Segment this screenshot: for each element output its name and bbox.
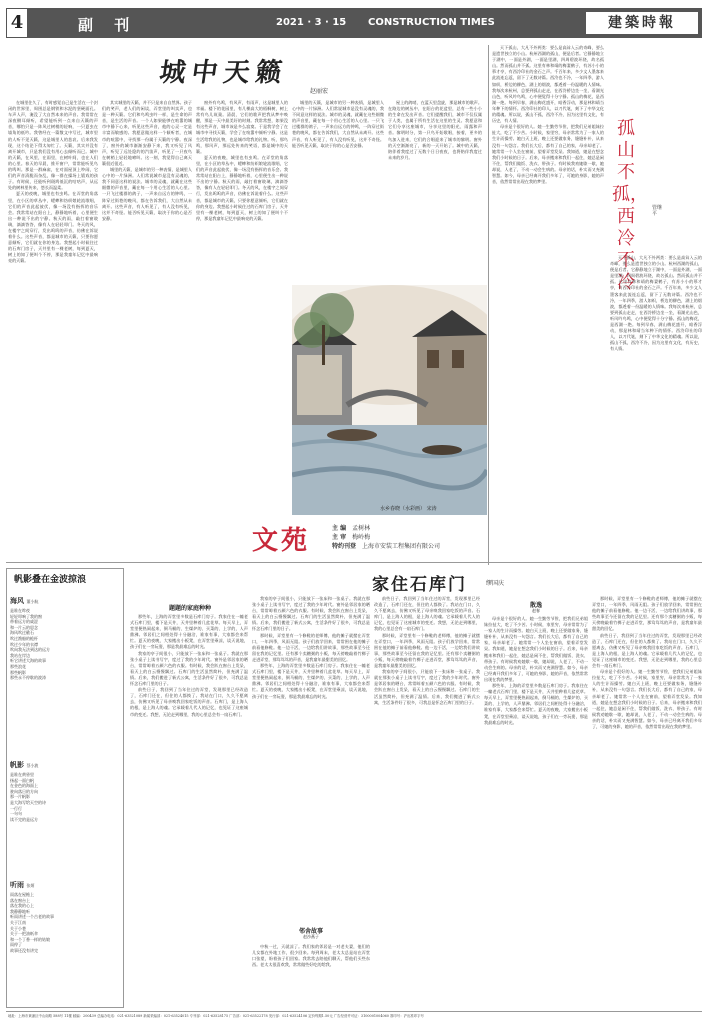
author-fangshi: 赵沙燕子 (303, 934, 319, 939)
article-body-gushan: 天下孤山，大凡不外两类：要么是高耸入云的奇峰，要么是遗世独立的小山。杭州西湖的孤山，便是后者。它静静地立于湖中，一面是外湖，一面是里湖，四周碧波环绕，故名孤山。然而孤山并不孤。这里有林和靖的梅妻鹤子，有苏小小的慕才亭，有西泠印社的金石之声。千百年来，多少文人墨客来此流连忘返，留下了无数诗篇。西泠也不冷，一年四季，游人如织，桥边的柳色，湖上的烟波，都透着一份温暖的人情味。我每次来杭州，总要到孤山走走，在西泠桥边坐一坐，看湖光山色，听风吟鸟鸣，心中便觉得十分宁静。孤山的梅花，是西湖一绝。每到早春，满山梅花盛开，暗香浮动，那是林和靖当年种下的情怀。西泠印社的印人，以刀代笔，刻下了中华文化的精魂。所以说，孤山不孤，西泠不冷，因为这里有文化，有历史，有人情。 (610, 255, 702, 352)
article-body-shikumen-col1: 那些年，上海的弄堂里多数是石库门房子。我家住在一幢老式石库门里，楼下是天井，天井里种着几盆花草。每天早上，弄堂里便热闹起来，倒马桶的、生煤炉的、买菜的、上学的，人声鼎沸。邻居们之间相处得十分融洽，谁家有事，大家都会来帮忙。夏天的夜晚，大家搬出小板凳，在弄堂里乘凉，谈天说地，孩子们在一旁玩耍，那是我最难忘的时光。 我家的亭子间很小，只能放下一张床和一张桌子。我就在那张小桌子上读书写字，度过了我的少年时代。窗外是邻居家的晒台，常常晾着五颜六色的衣服。有时候，我会趴在窗台上发呆，看天上的白云慢慢飘过。石库门的生活虽然简朴，但充满了温情。后来，我们搬进了新式公寓，生活条件好了很多，可我总是怀念石库门里的日子。 前些日子，我回到了当年住过的弄堂，发现那里已经改造了，石库门还在，但住的人都换了。我站在门口，久久不愿离去，仿佛又听见了母亲唤我回家吃饭的声音。石库门，是上海人的根，是上海人的魂。它承载着几代人的记忆，也见证了这座城市的变迁。我想，无论走到哪里，我的心里总会有一扇石库门。 (130, 614, 248, 717)
article-body-right-col: 天下孤山，大凡不外两类：要么是高耸入云的奇峰，要么是遗世独立的小山。杭州西湖的孤山，便是后者。它静静地立于湖中，一面是外湖，一面是里湖，四周碧波环绕，故名孤山。然而孤山并不孤。这里有林和靖的梅妻鹤子，有苏小小的慕才亭，有西泠印社的金石之声。千百年来，多少文人墨客来此流连忘返，留下了无数诗篇。西泠也不冷，一年四季，游人如织，桥边的柳色，湖上的烟波，都透着一份温暖的人情味。我每次来杭州，总要到孤山走走，在西泠桥边坐一坐，看湖光山色，听风吟鸟鸣，心中便觉得十分宁静。孤山的梅花，是西湖一绝。每到早春，满山梅花盛开，暗香浮动，那是林和靖当年种下的情怀。西泠印社的印人，以刀代笔，刻下了中华文化的精魂。所以说，孤山不孤，西泠不冷，因为这里有文化，有历史，有人情。 母亲是个很好的人。她一生勤劳节俭，把我们兄弟姐妹拉扯大，吃了不少苦。小时候，家里穷，母亲常常为了一家人的生计而操劳。她白天上班，晚上还要做家务，缝缝补补，从来没有一句怨言。我们长大后，都有了自己的家，母亲却老了。她常常一个人坐在窗前，望着弄堂发呆。我知道，她是在想念我们小时候的日子。后来，母亲搬来和我们一起住，她总是闲不住，帮我们做饭、洗衣、带孩子。有时候我劝她歇一歇，她却说，人老了，不动一动会生病的。母亲的话，朴实而又充满智慧。如今，母亲已经离开我们多年了，可她的身影，她的声音，依然常常出现在我的梦里。 (492, 45, 604, 185)
subhead-sanyi: 散逸 (529, 602, 542, 609)
section-name: 副 刊 (78, 16, 138, 34)
wenyuan-label: 文苑 (252, 526, 311, 556)
article-body-shikumen-col2: 我家的亭子间很小，只能放下一张床和一张桌子。我就在那张小桌子上读书写字，度过了我的少年时代。窗外是邻居家的晒台，常常晾着五颜六色的衣服。有时候，我会趴在窗台上发呆，看天上的白云慢慢飘过。石库门的生活虽然简朴，但充满了温情。后来，我们搬进了新式公寓，生活条件好了很多，可我总是怀念石库门里的日子。 那时候，弄堂里有一个修鞋的老师傅，他的摊子就摆在弄堂口，一年四季，风雨无阻。孩子们放学回来，常常围在他的摊子前看他修鞋。他一边干活，一边给我们讲故事，那些故事至今还留在我的记忆里。还有那个卖糖粥的小贩，每天傍晚敲着竹梆子走进弄堂，那笃笃笃的声音，是我童年最甜美的回忆。 那些年，上海的弄堂里多数是石库门房子。我家住在一幢老式石库门里，楼下是天井，天井里种着几盆花草。每天早上，弄堂里便热闹起来，倒马桶的、生煤炉的、买菜的、上学的，人声鼎沸。邻居们之间相处得十分融洽，谁家有事，大家都会来帮忙。夏天的夜晚，大家搬出小板凳，在弄堂里乘凉，谈天说地，孩子们在一旁玩耍，那是我最难忘的时光。 (252, 596, 370, 699)
article-body-city-col3: 窗外有鸟鸣，有风声，有雨声，这是城里人的幸福。楼下的花园里，有几棵高大的梧桐树，树上常有鸟儿筑巢。清晨，它们的歌声把我从梦中唤醒，那是一天中最美好的时刻。我常常想，如果没有这些声音，城市该是多么寂寞。于是我学会了在城市中寻找天籁，学会了在喧嚣中倾听宁静。这是生活给我的礼物，也是城市给我的礼物。听，那鸟鸣，那风声，那远处传来的笑语，都是城中的天籁。 夏天的夜晚，城里也有虫鸣。在弄堂的角落里，在小区的草丛中，蟋蟀和纺织娘轮流歌唱，它们的声音此起彼伏，像一场没有指挥的音乐会。我常常站在阳台上，静静地听着，心里便生出一种说不出的宁静。秋天的雨，敲打着窗玻璃，滴滴答答，像有人在轻轻叩门。冬天的风，在楼宇之间穿行，发出呜呜的声音，仿佛在诉说着什么。这些声音，都是城市的天籁，只要你愿意倾听，它们就在你的身边。我想起小时候住过的石库门房子，天井里有一棵老树，每到夏天，树上的知了便叫个不停，那是我童年记忆中最响亮的天籁。 (196, 100, 288, 221)
subhead-fangshi: 邻舍故事 (298, 928, 323, 935)
poem-fanying: 帆影 蔡小波 是谁在黄昏里 扬起一面白帆 在金色的海面上 驶向落日的方向 那一片帆影 是大海写给天空的诗 一行行 一句句 读不完的是远方 (10, 760, 46, 822)
article-title-gushan: 孤山不孤，西冷不冷 (612, 118, 648, 293)
poetry-header: 帆影叠在金波掠浪 (14, 575, 87, 585)
poem-haifeng: 海风 董小航 是谁在昨夜 轻轻叩响了我的窗 带着远方的咸涩 和一片云的思念 海风吹过礁石 吹过渔船的桅杆 吹过少年的衣襟 吹向我无法到达的远方 我站在岸边 听它讲述大海的故事 那些浪花 那些帆影 那些永不停歇的波涛 (10, 596, 50, 681)
watercolor-painting (292, 285, 487, 515)
article-body-shikumen-col4: 母亲是个很好的人。她一生勤劳节俭，把我们兄弟姐妹拉扯大，吃了不少苦。小时候，家里穷，母亲常常为了一家人的生计而操劳。她白天上班，晚上还要做家务，缝缝补补，从来没有一句怨言。我们长大后，都有了自己的家，母亲却老了。她常常一个人坐在窗前，望着弄堂发呆。我知道，她是在想念我们小时候的日子。后来，母亲搬来和我们一起住，她总是闲不住，帮我们做饭、洗衣、带孩子。有时候我劝她歇一歇，她却说，人老了，不动一动会生病的。母亲的话，朴实而又充满智慧。如今，母亲已经离开我们多年了，可她的身影，她的声音，依然常常出现在我的梦里。 那些年，上海的弄堂里多数是石库门房子。我家住在一幢老式石库门里，楼下是天井，天井里种着几盆花草。每天早上，弄堂里便热闹起来，倒马桶的、生煤炉的、买菜的、上学的，人声鼎沸。邻居们之间相处得十分融洽，谁家有事，大家都会来帮忙。夏天的夜晚，大家搬出小板凳，在弄堂里乘凉，谈天说地，孩子们在一旁玩耍，那是我最难忘的时光。 (484, 616, 588, 725)
newspaper-logo: 建築時報 (586, 12, 698, 34)
article-body-city-col1: 在城里住久了，有时感觉自己是生活在一个封闭的世界里，周围总是钢铁和水泥的坚硬面孔。车声人声，淹没了大自然本来的声音。我常常在深夜侧耳倾听，希望能听到一点来自天籁的声音，哪怕只是一阵风过树梢的轻响，一只夏虫在墙角的低吟。我曾经在一篇散文中写过，城市里的人听不见天籁，这是城里人的悲哀。后来我发现，这个结论下得太匆忙了。天籁，其实并没有离开城市，只是我们没有用心去倾听而已。城中的天籁，在风里，在雨里，在树叶间，也在人们的心里。春天的早晨，推开窗户，常常能听见鸟的鸣叫。那是一群麻雀，在对面屋顶上吵闹，它们的声音清脆而杂乱，像一群在操场上嬉戏的孩子。有时候，还能听到斑鸠低沉的咕咕声，从远处的树林里传来，悠长而温柔。 夏天的夜晚，城里也有虫鸣。在弄堂的角落里，在小区的草丛中，蟋蟀和纺织娘轮流歌唱，它们的声音此起彼伏，像一场没有指挥的音乐会。我常常站在阳台上，静静地听着，心里便生出一种说不出的宁静。秋天的雨，敲打着窗玻璃，滴滴答答，像有人在轻轻叩门。冬天的风，在楼宇之间穿行，发出呜呜的声音，仿佛在诉说着什么。这些声音，都是城市的天籁，只要你愿意倾听，它们就在你的身边。我想起小时候住过的石库门房子，天井里有一棵老树，每到夏天，树上的知了便叫个不停，那是我童年记忆中最响亮的天籁。 (8, 100, 98, 264)
article-author-city: 赵丽宏 (310, 88, 329, 95)
article-title-shikumen: 家住石库门 (372, 575, 467, 595)
column-divider (488, 45, 489, 565)
issue-date: 2021 · 3 · 15 (276, 17, 347, 28)
footer-info: 地址：上海市黄浦区中山南路 588号 11楼 邮编：200439 总编办电话：021-63521089 新闻采编部：021-63524015 专刊部：021-63528175 广告部：021-63522178 发行部：021-63524106 定价每期1.50元 广告经营许可证：3100001004060 准印号：沪出准印字号 (8, 1014, 424, 1018)
author-sanyi: 赵春 (532, 608, 540, 613)
subhead-shikumen: 题题的家庭种种 (168, 605, 211, 612)
article-body-city-col4: 城里的天籁，是城市的另一种表情，是城里人心中的一片绿洲。人们常说城市是没有灵魂的，我不同意这样的说法。城市的灵魂，就藏在这些细微的声音里，藏在每一个用心生活的人心里。一只飞过楼群的鸽子，一声来自远方的钟鸣，一阵穿过街巷的晚风，都在告诉我们，大自然从未离开。这些声音，有人听见了，有人没有听见，这并不奇怪。能否听见天籁，取决于你的心是否安静。 (292, 100, 384, 148)
article-body-fangshi: 中秋一过，天就凉了。我们家的邻居是一对老夫妻，他们的儿女都在外地工作，很少回来。每到周末，老太太总是站在弄堂口张望，盼着孩子们回家。我常常去陪他们聊天，帮他们买些东西。老太太很喜欢我，常常做些好吃的给我。 (252, 944, 370, 968)
paper-name: CONSTRUCTION TIMES (368, 17, 495, 28)
footer-rule (6, 1011, 702, 1012)
poem-tingyu: 听雨 张炳 雨落在屋檐上 落在窗台上 落在我的心上 我静静地听 听雨讲述一个古老的故事 关于江南 关于小巷 关于一把油纸伞 和一个丁香一样的姑娘 雨停了 故事还没有讲完 (10, 880, 54, 953)
article-author-shikumen: 缪国庆 (486, 580, 505, 587)
article-title-city: 城中天籁 (157, 58, 290, 88)
article-body-city-col2: 其实城里的天籁，并不只是来自自然界。孩子们的笑声，老人们的闲谈，弄堂里的叫卖声，也是一种天籁。它们和鸟鸣虫吟一样，是生命的声音，是生活的声音。一个人如果能够在喧嚣的城市中静下心来，听见这些声音，他的心灵一定是丰富而敏感的。我愿意做这样一个倾听者，在城市的喧嚣中，寻找那一份属于天籁的宁静。夜深了，窗外的城市渐渐安静下来，我又听见了风声，听见了远处隐约的汽笛声，听见了一只夜鸟在树梢上轻轻地啼叫。这一刻，我觉得自己离天籁很近很近。 城里的天籁，是城市的另一种表情，是城里人心中的一片绿洲。人们常说城市是没有灵魂的，我不同意这样的说法。城市的灵魂，就藏在这些细微的声音里，藏在每一个用心生活的人心里。一只飞过楼群的鸽子，一声来自远方的钟鸣，一阵穿过街巷的晚风，都在告诉我们，大自然从未离开。这些声音，有人听见了，有人没有听见，这并不奇怪。能否听见天籁，取决于你的心是否安静。 (102, 100, 192, 221)
page-number: 4 (6, 8, 28, 38)
painting-caption: 水乡春晓（水彩画） 宋涛 (380, 506, 437, 512)
article-body-shikumen-col3: 前些日子，我回到了当年住过的弄堂，发现那里已经改造了，石库门还在，但住的人都换了。我站在门口，久久不愿离去，仿佛又听见了母亲唤我回家吃饭的声音。石库门，是上海人的根，是上海人的魂。它承载着几代人的记忆，也见证了这座城市的变迁。我想，无论走到哪里，我的心里总会有一扇石库门。 那时候，弄堂里有一个修鞋的老师傅，他的摊子就摆在弄堂口，一年四季，风雨无阻。孩子们放学回来，常常围在他的摊子前看他修鞋。他一边干活，一边给我们讲故事，那些故事至今还留在我的记忆里。还有那个卖糖粥的小贩，每天傍晚敲着竹梆子走进弄堂，那笃笃笃的声音，是我童年最甜美的回忆。 我家的亭子间很小，只能放下一张床和一张桌子。我就在那张小桌子上读书写字，度过了我的少年时代。窗外是邻居家的晒台，常常晾着五颜六色的衣服。有时候，我会趴在窗台上发呆，看天上的白云慢慢飘过。石库门的生活虽然简朴，但充满了温情。后来，我们搬进了新式公寓，生活条件好了很多，可我总是怀念石库门里的日子。 (374, 596, 480, 705)
section-divider (6, 562, 702, 563)
wenyuan-credits: 主 编 孟树林 主 审 梅岭梅 特约刊登 上海市安装工程集团有限公司 (332, 525, 441, 550)
article-body-city-col5: 屋上的鸽哨，在蓝天里盘旋，那是城市的歌声。在路边的树丛中，在阳台的花盆里，总有一些小小的生命在发出声音。它们提醒我们，城市不仅仅属于人类，也属于所有生活在这里的生灵。我愿意和它们分享这座城市，分享这里的阳光、雨露和声音。黎明时分，第一只鸟开始歌唱，接着，更多的鸟加入进来，它们的合唱迎来了城市的黎明。窗外的天空渐渐亮了，新的一天开始了。城中的天籁，陪伴着我度过了无数个日日夜夜，也将陪伴我度过未来的岁月。 (388, 100, 482, 160)
article-body-shikumen-col5: 那时候，弄堂里有一个修鞋的老师傅，他的摊子就摆在弄堂口，一年四季，风雨无阻。孩子们放学回来，常常围在他的摊子前看他修鞋。他一边干活，一边给我们讲故事，那些故事至今还留在我的记忆里。还有那个卖糖粥的小贩，每天傍晚敲着竹梆子走进弄堂，那笃笃笃的声音，是我童年最甜美的回忆。 前些日子，我回到了当年住过的弄堂，发现那里已经改造了，石库门还在，但住的人都换了。我站在门口，久久不愿离去，仿佛又听见了母亲唤我回家吃饭的声音。石库门，是上海人的根，是上海人的魂。它承载着几代人的记忆，也见证了这座城市的变迁。我想，无论走到哪里，我的心里总会有一扇石库门。 母亲是个很好的人。她一生勤劳节俭，把我们兄弟姐妹拉扯大，吃了不少苦。小时候，家里穷，母亲常常为了一家人的生计而操劳。她白天上班，晚上还要做家务，缝缝补补，从来没有一句怨言。我们长大后，都有了自己的家，母亲却老了。她常常一个人坐在窗前，望着弄堂发呆。我知道，她是在想念我们小时候的日子。后来，母亲搬来和我们一起住，她总是闲不住，帮我们做饭、洗衣、带孩子。有时候我劝她歇一歇，她却说，人老了，不动一动会生病的。母亲的话，朴实而又充满智慧。如今，母亲已经离开我们多年了，可她的身影，她的声音，依然常常出现在我的梦里。 (592, 596, 702, 729)
article-author-gushan: 管继平 (652, 205, 663, 217)
